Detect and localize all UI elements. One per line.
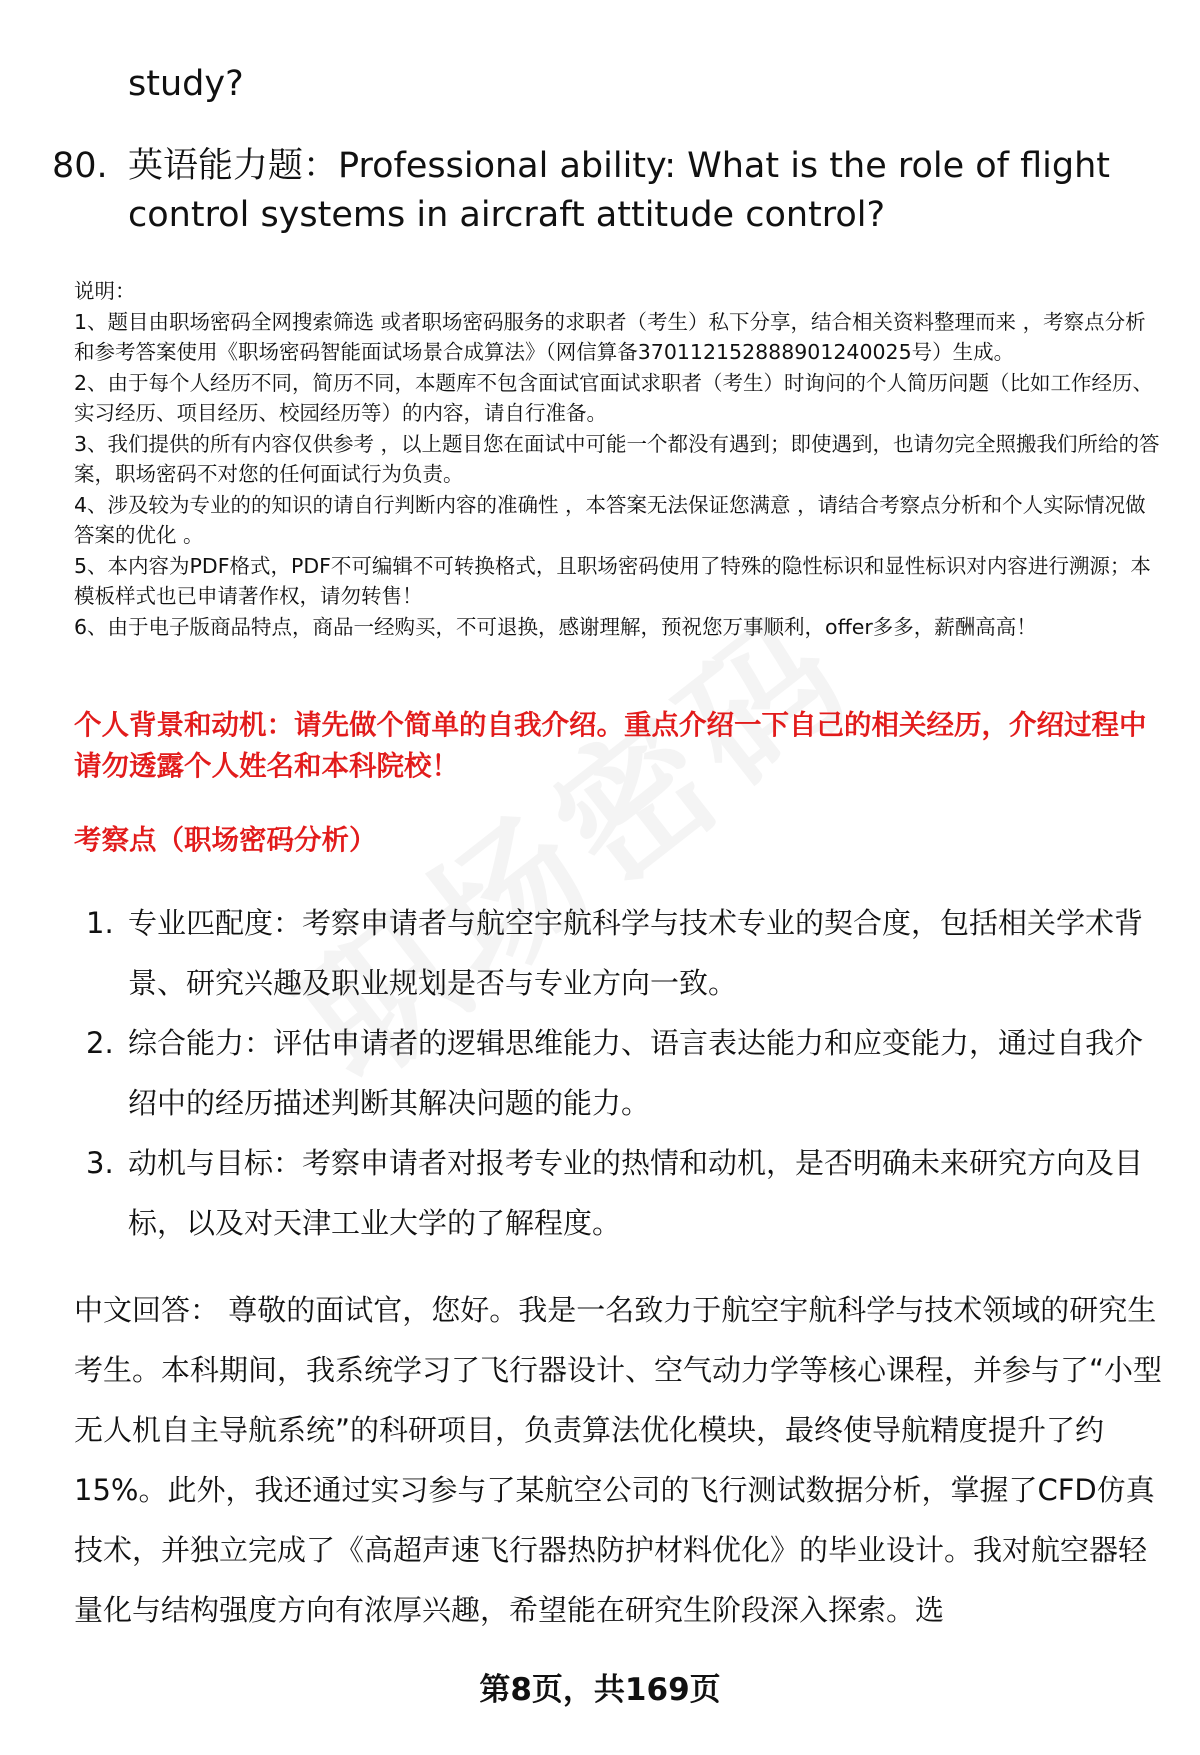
note-item: 4、涉及较为专业的的知识的请自行判断内容的准确性 ，本答案无法保证您满意 ，请结合考察点分析和个人实际情况做答案的优化 。	[74, 492, 1146, 547]
note-item: 1、题目由职场密码全网搜索筛选 或者职场密码服务的求职者（考生）私下分享，结合相关资料整理而来 ，考察点分析和参考答案使用《职场密码智能面试场景合成算法》（网信算备370112152888901240025号）生成。	[74, 309, 1146, 364]
note-item: 2、由于每个人经历不同，简历不同，本题库不包含面试官面试求职者（考生）时询问的个人简历问题（比如工作经历、实习经历、项目经历、校园经历等）的内容，请自行准备。	[74, 370, 1154, 425]
point-number: 3.	[86, 1146, 114, 1180]
list-item	[74, 1133, 1164, 1253]
note-item: 6、由于电子版商品特点，商品一经购买，不可退换，感谢理解，预祝您万事顺利，offer多多，薪酬高高！	[74, 614, 1037, 639]
question-number: 80.	[52, 146, 108, 186]
notes-title: 说明：	[74, 279, 136, 303]
analysis-points	[74, 893, 1164, 1253]
list-item	[74, 893, 1164, 1013]
list-item	[74, 1013, 1164, 1133]
analysis-heading: 考察点（职场密码分析）	[74, 824, 377, 856]
question-text: 英语能力题：Professional ability: What is the role of flight control systems in aircraft attitude control?	[128, 146, 1111, 235]
answer-label: 中文回答：	[74, 1293, 220, 1327]
section-heading: 个人背景和动机：请先做个简单的自我介绍。重点介绍一下自己的相关经历，介绍过程中请勿透露个人姓名和本科院校！	[74, 709, 1147, 782]
point-number: 2.	[86, 1026, 114, 1060]
point-text: 综合能力：评估申请者的逻辑思维能力、语言表达能力和应变能力，通过自我介绍中的经历描述判断其解决问题的能力。	[128, 1026, 1144, 1120]
answer-text: 尊敬的面试官，您好。我是一名致力于航空宇航科学与技术领域的研究生考生。本科期间，我系统学习了飞行器设计、空气动力学等核心课程，并参与了“小型无人机自主导航系统”的科研项目，负责算法优化模块，最终使导航精度提升了约15%。此外，我还通过实习参与了某航空公司的飞行测试数据分析，掌握了CFD仿真技术，并独立完成了《高超声速飞行器热防护材料优化》的毕业设计。我对航空器轻量化与结构强度方向有浓厚兴趣，希望能在研究生阶段深入探索。选	[74, 1293, 1163, 1627]
chinese-answer	[74, 1280, 1164, 1640]
note-item: 3、我们提供的所有内容仅供参考 ，以上题目您在面试中可能一个都没有遇到；即使遇到，也请勿完全照搬我们所给的答案，职场密码不对您的任何面试行为负责。	[74, 431, 1160, 486]
previous-question-tail: study?	[128, 64, 244, 104]
notes-section	[74, 276, 1164, 642]
note-item: 5、本内容为PDF格式，PDF不可编辑不可转换格式，且职场密码使用了特殊的隐性标识和显性标识对内容进行溯源；本模板样式也已申请著作权，请勿转售！	[74, 553, 1151, 608]
point-number: 1.	[86, 906, 114, 940]
page-footer: 第8页，共169页	[479, 1672, 721, 1708]
question-80	[52, 142, 1172, 240]
point-text: 专业匹配度：考察申请者与航空宇航科学与技术专业的契合度，包括相关学术背景、研究兴趣及职业规划是否与专业方向一致。	[128, 906, 1144, 1000]
point-text: 动机与目标：考察申请者对报考专业的热情和动机，是否明确未来研究方向及目标，以及对天津工业大学的了解程度。	[128, 1146, 1144, 1240]
